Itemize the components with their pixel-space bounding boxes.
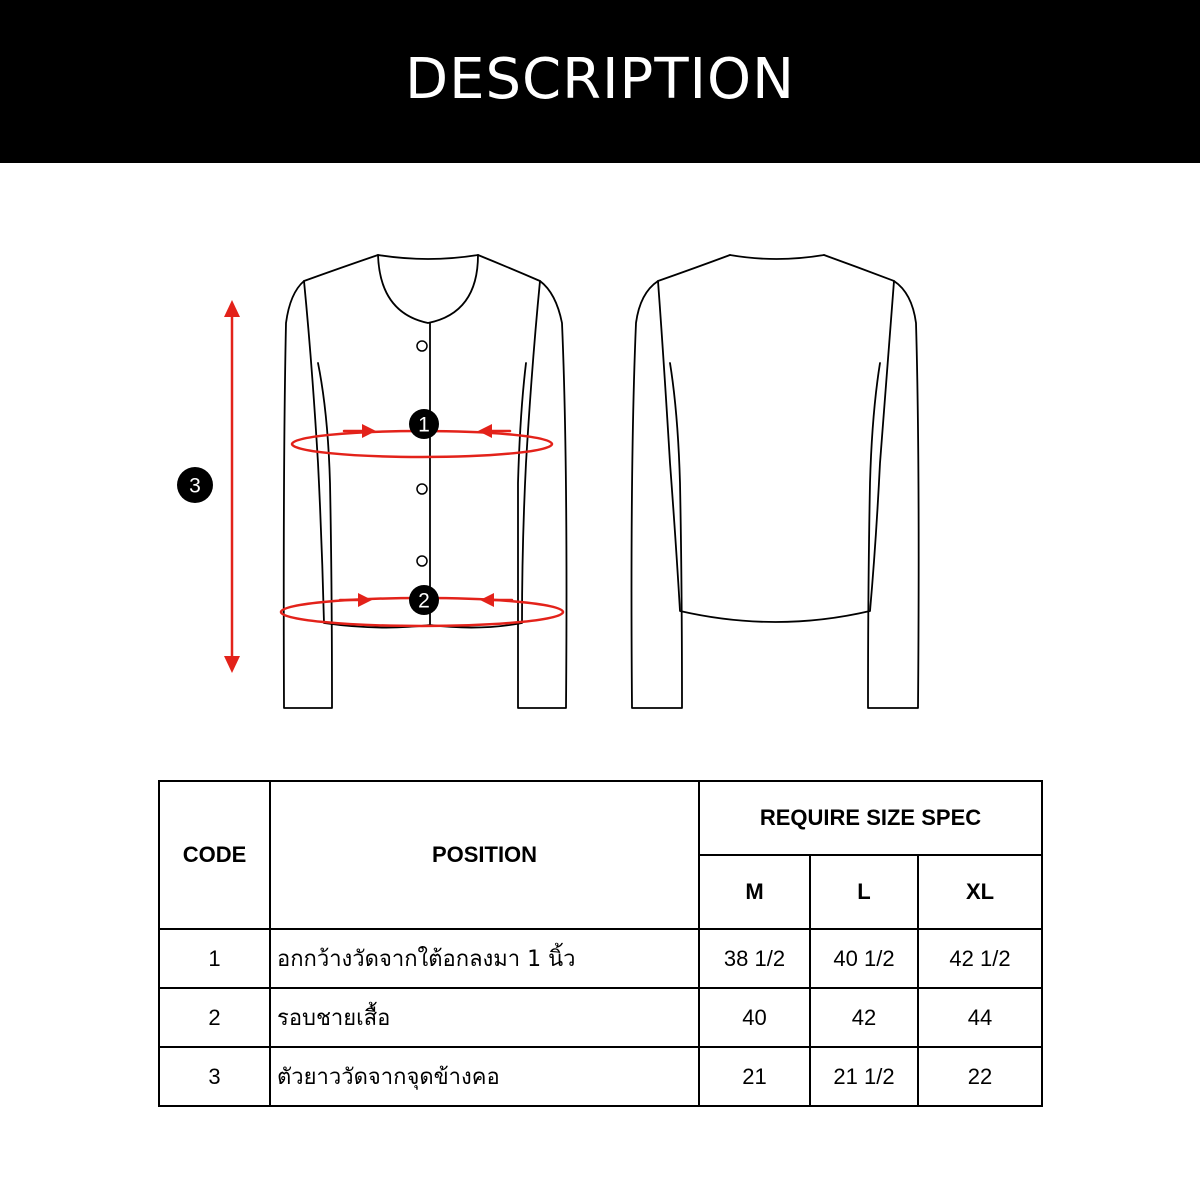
page-title: DESCRIPTION — [404, 47, 796, 112]
row-value-xl: 42 1/2 — [918, 929, 1042, 988]
header-bar — [0, 0, 1200, 163]
front-buttons — [417, 341, 427, 566]
marker-3 — [177, 467, 213, 503]
marker-2-label: 2 — [418, 589, 430, 613]
front-shoulder-line — [378, 255, 478, 259]
header-size-l: L — [810, 855, 918, 929]
marker-3-label: 3 — [189, 474, 201, 498]
measurement-overlays — [232, 313, 563, 658]
button-3 — [417, 556, 427, 566]
row-value-m: 38 1/2 — [699, 929, 810, 988]
header-position: POSITION — [270, 781, 699, 929]
measurement-arrows — [224, 300, 512, 673]
table-header-row — [159, 781, 1042, 855]
garment-svg — [0, 163, 1200, 763]
size-spec-table — [158, 780, 1043, 1107]
back-neckline — [730, 255, 824, 259]
row-value-xl: 44 — [918, 988, 1042, 1047]
header-size-xl: XL — [918, 855, 1042, 929]
header-size-spec: REQUIRE SIZE SPEC — [699, 781, 1042, 855]
table-row — [159, 988, 1042, 1047]
marker-1-label: 1 — [418, 413, 430, 437]
table-row — [159, 1047, 1042, 1106]
row-position: รอบชายเสื้อ — [270, 988, 699, 1047]
hem-arrow-left-head — [358, 593, 372, 607]
front-view-illustration — [284, 255, 567, 708]
button-1 — [417, 341, 427, 351]
header-code: CODE — [159, 781, 270, 929]
table-row — [159, 929, 1042, 988]
row-code: 1 — [159, 929, 270, 988]
row-value-l: 40 1/2 — [810, 929, 918, 988]
marker-2 — [409, 585, 439, 615]
back-left-sleeve — [632, 281, 683, 708]
row-code: 2 — [159, 988, 270, 1047]
front-neckline — [378, 255, 478, 323]
marker-1 — [409, 409, 439, 439]
back-right-sleeve — [868, 281, 919, 708]
length-arrow-top-head — [224, 300, 240, 317]
row-position: อกกว้างวัดจากใต้อกลงมา 1 นิ้ว — [270, 929, 699, 988]
row-value-l: 42 — [810, 988, 918, 1047]
row-code: 3 — [159, 1047, 270, 1106]
front-body-outline — [304, 255, 540, 628]
row-value-m: 40 — [699, 988, 810, 1047]
row-position: ตัวยาววัดจากจุดข้างคอ — [270, 1047, 699, 1106]
row-value-m: 21 — [699, 1047, 810, 1106]
row-value-l: 21 1/2 — [810, 1047, 918, 1106]
back-view-illustration — [632, 255, 919, 708]
chest-arrow-right-head — [478, 424, 492, 438]
garment-diagram — [0, 163, 1200, 763]
row-value-xl: 22 — [918, 1047, 1042, 1106]
button-2 — [417, 484, 427, 494]
length-arrow-bottom-head — [224, 656, 240, 673]
chest-arrow-left-head — [362, 424, 376, 438]
hem-arrow-right-head — [480, 593, 494, 607]
header-size-m: M — [699, 855, 810, 929]
front-left-sleeve — [284, 281, 332, 708]
back-body-outline — [658, 255, 894, 622]
